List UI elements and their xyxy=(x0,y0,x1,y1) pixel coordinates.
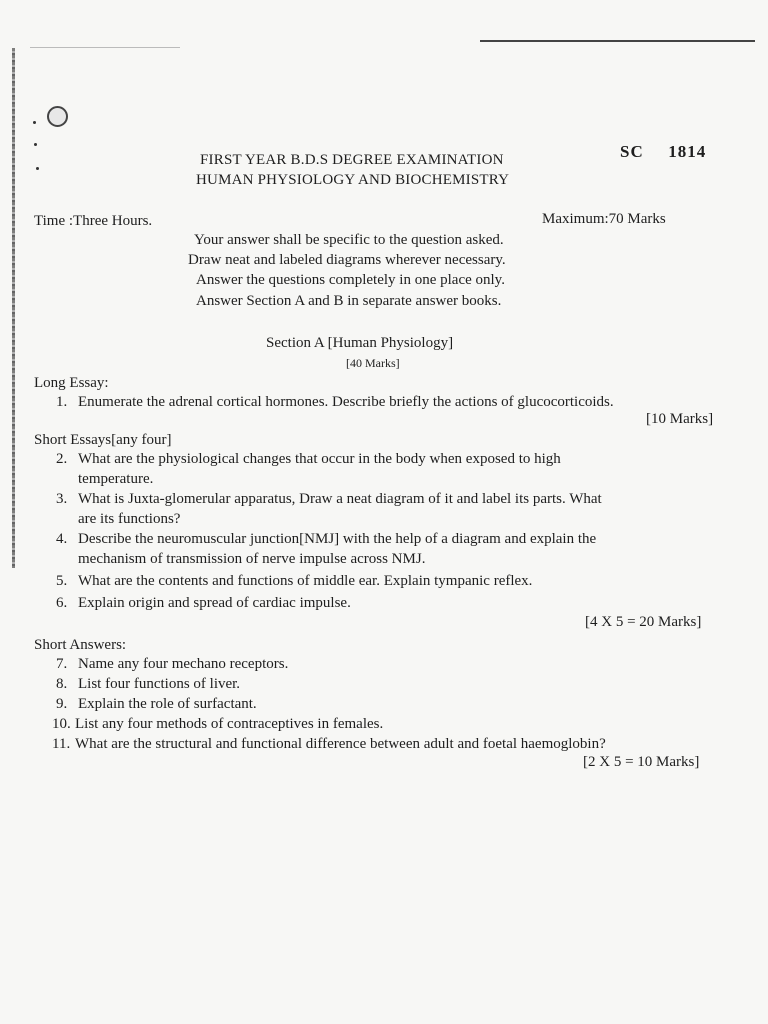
question-number: 10. xyxy=(52,716,71,732)
short-essays-marks: [4 X 5 = 20 Marks] xyxy=(585,614,702,630)
paper-code-number: 1814 xyxy=(668,142,707,161)
question-number: 9. xyxy=(56,696,68,712)
long-essay-heading: Long Essay: xyxy=(34,375,109,391)
question-number: 1. xyxy=(56,394,68,410)
punch-hole-icon xyxy=(47,106,68,127)
time-allowed: Time :Three Hours. xyxy=(34,213,153,229)
short-answers-marks: [2 X 5 = 10 Marks] xyxy=(583,754,700,770)
question-text-continued: are its functions? xyxy=(78,511,181,527)
top-rule xyxy=(480,40,755,42)
short-essays-heading: Short Essays[any four] xyxy=(34,432,172,448)
question-text: What is Juxta-glomerular apparatus, Draw a neat diagram of it and label its parts. What xyxy=(78,491,602,507)
question-number: 4. xyxy=(56,531,68,547)
subject-title: HUMAN PHYSIOLOGY AND BIOCHEMISTRY xyxy=(196,172,510,188)
question-number: 7. xyxy=(56,656,68,672)
paper-code-prefix: SC xyxy=(620,142,644,161)
instruction-line: Draw neat and labeled diagrams wherever necessary. xyxy=(188,252,506,268)
question-number: 3. xyxy=(56,491,68,507)
question-number: 5. xyxy=(56,573,68,589)
question-text: Explain the role of surfactant. xyxy=(78,696,257,712)
question-number: 8. xyxy=(56,676,68,692)
question-number: 11. xyxy=(52,736,71,752)
question-text: Name any four mechano receptors. xyxy=(78,656,289,672)
instruction-line: Answer the questions completely in one place only. xyxy=(196,272,505,288)
long-essay-marks: [10 Marks] xyxy=(646,411,714,427)
section-marks: [40 Marks] xyxy=(346,356,400,370)
paper-code xyxy=(620,142,706,162)
question-text: What are the structural and functional difference between adult and foetal haemoglobin? xyxy=(75,736,606,752)
question-text: Describe the neuromuscular junction[NMJ] with the help of a diagram and explain the xyxy=(78,531,597,547)
question-text-continued: temperature. xyxy=(78,471,154,487)
speck xyxy=(33,121,36,124)
question-text: List four functions of liver. xyxy=(78,676,241,692)
question-text: What are the physiological changes that occur in the body when exposed to high xyxy=(78,451,561,467)
short-answers-heading: Short Answers: xyxy=(34,637,127,653)
maximum-marks: Maximum:70 Marks xyxy=(542,211,666,227)
question-text: Explain origin and spread of cardiac impulse. xyxy=(78,595,351,611)
question-text-continued: mechanism of transmission of nerve impulse across NMJ. xyxy=(78,551,426,567)
exam-title: FIRST YEAR B.D.S DEGREE EXAMINATION xyxy=(200,152,504,168)
question-text: List any four methods of contraceptives in females. xyxy=(75,716,384,732)
question-text: What are the contents and functions of middle ear. Explain tympanic reflex. xyxy=(78,573,533,589)
speck xyxy=(36,167,39,170)
binding-edge xyxy=(12,48,15,568)
section-title: Section A [Human Physiology] xyxy=(266,335,454,351)
top-rule-faint xyxy=(30,47,180,48)
instruction-line: Answer Section A and B in separate answer books. xyxy=(196,293,502,309)
question-number: 6. xyxy=(56,595,68,611)
instruction-line: Your answer shall be specific to the question asked. xyxy=(194,232,504,248)
speck xyxy=(34,143,37,146)
question-number: 2. xyxy=(56,451,68,467)
question-text: Enumerate the adrenal cortical hormones. Describe briefly the actions of glucocorticoids. xyxy=(78,394,614,410)
